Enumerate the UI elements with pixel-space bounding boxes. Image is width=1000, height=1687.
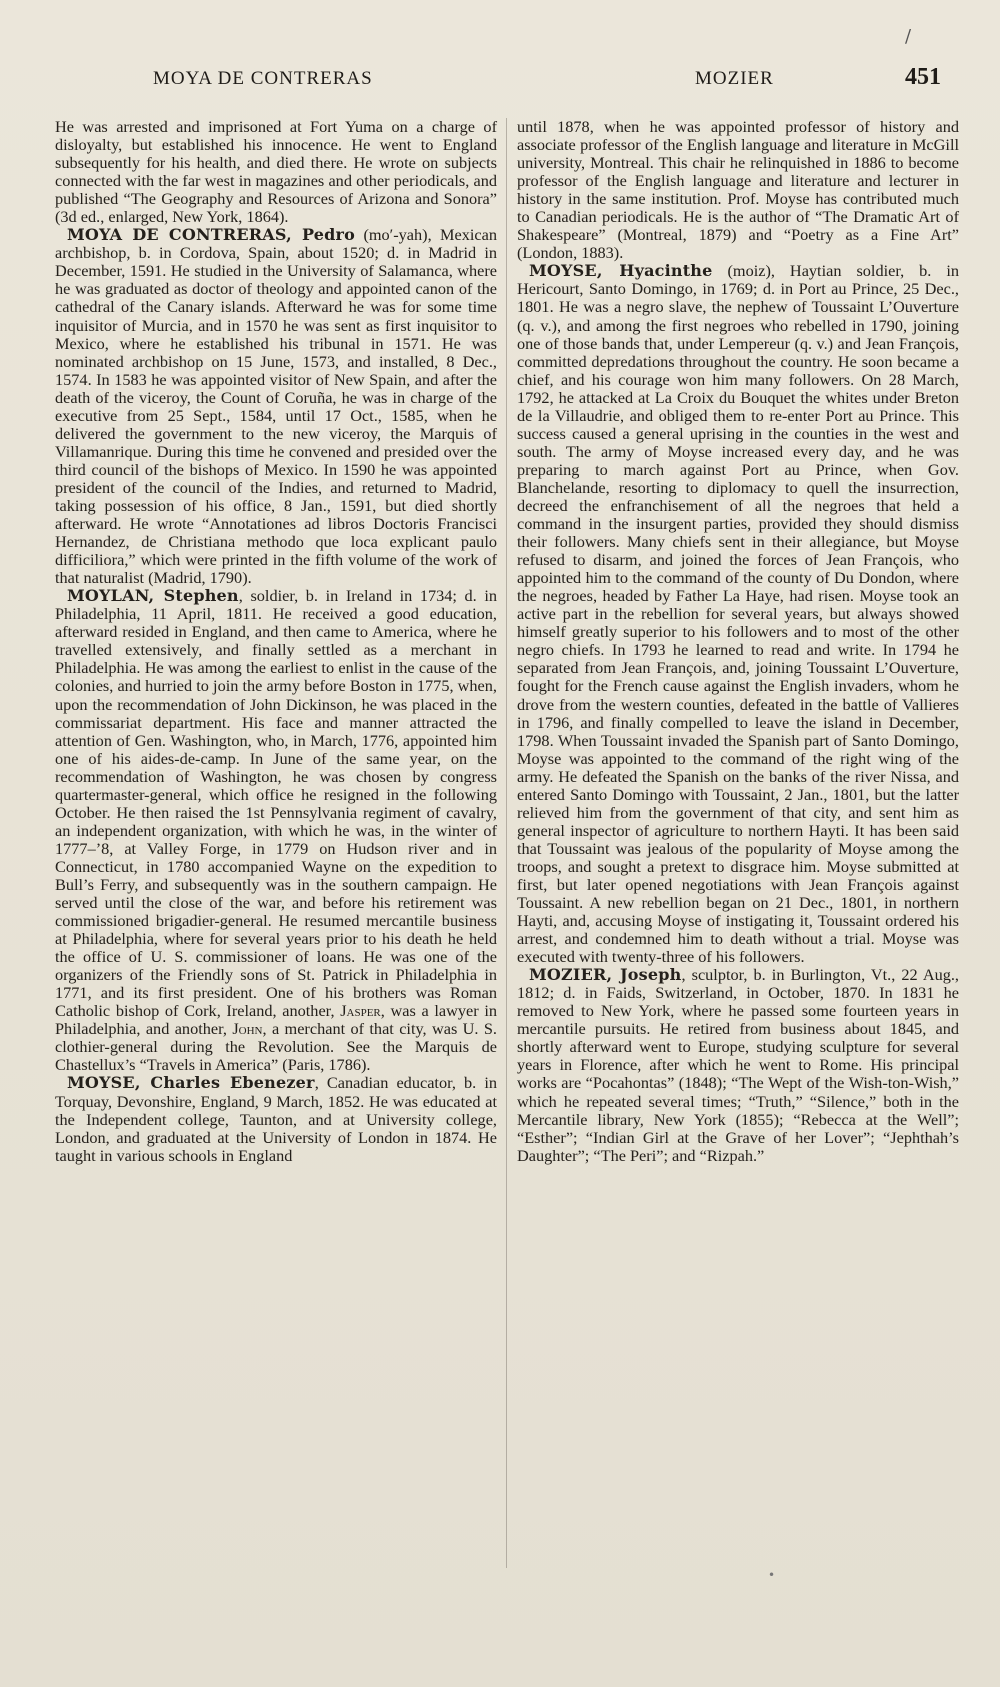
running-head-right: MOZIER — [695, 68, 774, 89]
running-head-left: MOYA DE CONTRERAS — [153, 68, 373, 89]
entry-moya-de-contreras — [55, 226, 497, 587]
headword: MOYA DE CONTRERAS, Pedro — [67, 225, 356, 245]
right-column — [517, 118, 959, 1165]
bottom-mark: • — [768, 1568, 776, 1582]
headword: MOYSE, Hyacinthe — [529, 261, 713, 281]
page-number: 451 — [905, 64, 941, 90]
entry-text: , Canadian educator, b. in Torquay, Devonshire, England, 9 March, 1852. He was educated at the Independent college, Taunton, and at University college, London, and graduated at the University of London in 1874. He taught in various schools in England — [55, 1073, 497, 1165]
entry-text: , soldier, b. in Ireland in 1734; d. in Philadelphia, 11 April, 1811. He received a good education, afterward resided in England, and then came to America, where he travelled extensively, and finally settled as a merchant in Philadelphia. He was among the earliest to enlist in the cause of the colonies, and hurried to join the army before Boston in 1775, when, upon the recommendation of John Dickinson, he was placed in the commissariat department. His face and manner attracted the attention of Gen. Washington, who, in March, 1776, appointed him one of his aides-de-camp. In June of the same year, on the recommendation of Washington, he was chosen by congress quartermaster-general, which office he resigned in the following October. He then raised the 1st Pennsylvania regiment of cavalry, an independent organization, with which he was, in the winter of 1777–’8, at Valley Forge, in 1779 on Hudson river and in Connecticut, in 1780 accompanied Wayne on the expedition to Bull’s Ferry, and subsequently was in the southern campaign. He served until the close of the war, and before his retirement was commissioned brigadier-general. He resumed mercantile business at Philadelphia, where for several years prior to his death he held the office of U. S. commissioner of loans. He was one of the organizers of the Friendly sons of St. Patrick in Philadelphia in 1771, and its first president. One of his brothers was Roman Catholic bishop of Cork, Ireland, another, — [55, 586, 498, 1021]
small-caps-name: John — [232, 1019, 263, 1039]
entry-text-tail: , a merchant of that city, was U. S. clothier-general during the Revolution. See the Marquis de Chastellux’s “Travels in America” (Paris, 1786). — [55, 1019, 498, 1075]
entry-moylan-stephen — [55, 587, 497, 1074]
entry-moyse-charles-ebenezer — [55, 1074, 497, 1164]
entry-moyse-hyacinthe — [517, 262, 959, 966]
entry-mozier-joseph — [517, 966, 959, 1165]
corner-mark: / — [905, 26, 912, 47]
entry-text: , sculptor, b. in Burlington, Vt., 22 Aug., 1812; d. in Faids, Switzerland, in October, 1870. In 1831 he removed to New York, where he passed some fourteen years in mercantile pursuits. He retired from business about 1845, and shortly afterward went to Europe, studying sculpture for several years in Florence, after which he went to Rome. His principal works are “Pocahontas” (1848); “The Wept of the Wish-ton-Wish,” which he repeated several times; “Truth,” “Silence,” both in the Mercantile library, New York (1855); “Rebecca at the Well”; “Esther”; “Indian Girl at the Grave of her Lover”; “Jephthah’s Daughter”; “The Peri”; and “Rizpah.” — [517, 965, 959, 1165]
column-divider — [506, 118, 507, 1568]
continuation-text: He was arrested and imprisoned at Fort Yuma on a charge of disloyalty, but established his innocence. He went to England subsequently for his health, and died there. He wrote on subjects connected with the far west in magazines and other periodicals, and published “The Geography and Resources of Arizona and Sonora” (3d ed., enlarged, New York, 1864). — [55, 117, 497, 227]
left-column — [55, 118, 497, 1165]
small-caps-name: Jasper — [340, 1001, 381, 1021]
headword: MOZIER, Joseph — [529, 965, 682, 985]
continuation-text: until 1878, when he was appointed professor of history and associate professor of the English language and literature in McGill university, Montreal. This chair he relinquished in 1886 to become professor of the English language and literature and lecturer in history in the same institution. Prof. Moyse has contributed much to Canadian periodicals. He is the author of “The Dramatic Art of Shakespeare” (Montreal, 1879) and “Poetry as a Fine Art” (London, 1883). — [517, 117, 959, 263]
entry-text: (mo′-yah), Mexican archbishop, b. in Cordova, Spain, about 1520; d. in Madrid in December, 1591. He studied in the University of Salamanca, where he was graduated as doctor of theology and appointed canon of the cathedral of the Canary islands. Afterward he was for some time inquisitor of Murcia, and in 1570 he was sent as first inquisitor to Mexico, where he established his tribunal in 1571. He was nominated archbishop on 15 June, 1573, and installed, 8 Dec., 1574. In 1583 he was appointed visitor of New Spain, and after the death of the viceroy, the Count of Coruña, he was in charge of the executive from 25 Sept., 1584, until 17 Oct., 1585, when he delivered the government to the new viceroy, the Marquis of Villamanrique. During this time he convened and presided over the third council of the bishops of Mexico. In 1590 he was appointed president of the council of the Indies, and returned to Madrid, taking possession of his office, 8 Jan., 1591, but died shortly afterward. He wrote “Annotationes ad libros Doctoris Francisci Hernandez, de Christiana methodo que loca explicant paulo difficiliora,” which were printed in the fifth volume of the work of that naturalist (Madrid, 1790). — [55, 225, 498, 588]
entry-text-mid: , was a lawyer in Philadelphia, and another, — [55, 1001, 497, 1039]
running-head — [0, 66, 1000, 96]
headword: MOYSE, Charles Ebenezer — [67, 1073, 315, 1093]
headword: MOYLAN, Stephen — [67, 586, 239, 606]
entry-text: (moiz), Haytian soldier, b. in Hericourt, Santo Domingo, in 1769; d. in Port au Prince, 25 Dec., 1801. He was a negro slave, the nephew of Toussaint L’Ouverture (q. v.), and among the first negroes who rebelled in 1790, joining one of those bands that, under Lempereur (q. v.) and Jean François, committed depredations throughout the country. He soon became a chief, and his courage won him many followers. On 28 March, 1792, he attacked at La Croix du Bouquet the whites under Breton de la Villaudrie, and obliged them to re-enter Port au Prince. This success caused a general uprising in the counties in the west and south. The army of Moyse increased every day, and he was preparing to march against Port au Prince, when Gov. Blanchelande, resorting to diplomacy to quell the insurrection, decreed the enfranchisement of all the negroes that held a command in the insurgent parties, provided they should dismiss their followers. Many chiefs sent in their allegiance, but Moyse refused to disarm, and joined the forces of Jean François, who appointed him to the command of the county of Du Dondon, where the negroes, headed by Father La Haye, had risen. Moyse took an active part in the rebellion for several years, but always showed himself greatly superior to his followers and to most of the other negro chiefs. In 1793 he learned to read and write. In 1794 he separated from Jean François, and, joining Toussaint L’Ouverture, fought for the French cause against the English invaders, whom he drove from the western counties, defeated in the battle of Vallieres in 1796, and finally compelled to leave the island in December, 1798. When Toussaint invaded the Spanish part of Santo Domingo, Moyse was appointed to the command of the right wing of the army. He defeated the Spanish on the banks of the river Nissa, and entered Santo Domingo with Toussaint, 2 Jan., 1801, but the latter relieved him from the government of that city, and sent him as general inspector of agriculture to northern Hayti. It has been said that Toussaint was jealous of the popularity of Moyse among the troops, and sought a pretext to disgrace him. Moyse submitted at first, but later opened negotiations with Jean François against Toussaint. A new rebellion began on 21 Dec., 1801, in northern Hayti, and, accusing Moyse of instigating it, Toussaint ordered his arrest, and condemned him to death without a trial. Moyse was executed with twenty-three of his followers. — [517, 261, 959, 967]
